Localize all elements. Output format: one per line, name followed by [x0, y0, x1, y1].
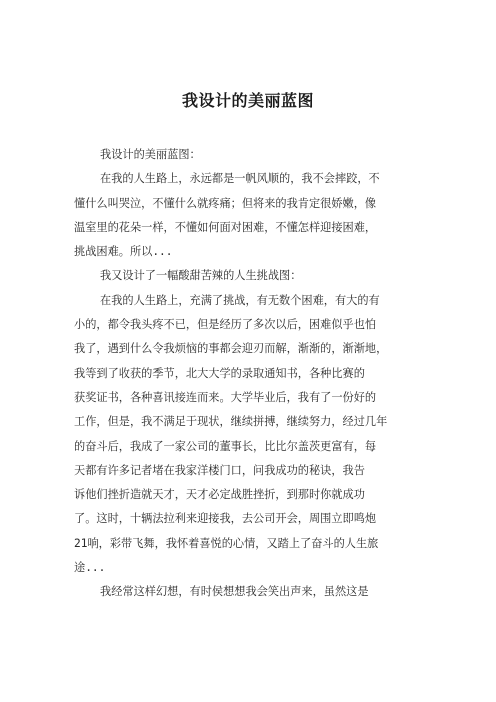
text-line: 我又设计了一幅酸甜苦辣的人生挑战图： [100, 269, 302, 283]
document-body [74, 143, 424, 605]
document-title: 我设计的美丽蓝图 [181, 91, 314, 110]
text-line: 温室里的花朵一样，不懂如何面对困难，不懂怎样迎接困难， [74, 220, 377, 234]
text-line: 了。这时，十辆法拉利来迎接我，去公司开会，周围立即鸣炮 [74, 512, 377, 526]
text-line: 我等到了收获的季节，北大大学的录取通知书，各种比赛的 [74, 366, 365, 380]
text-line: 21响，彩带飞舞，我怀着喜悦的心情，又踏上了奋斗的人生旅 [74, 536, 379, 550]
text-line: 小的，都令我头疼不已，但是经历了多次以后，困难似乎也怕 [74, 318, 377, 332]
text-line: 在我的人生路上，充满了挑战，有无数个困难，有大的有 [100, 293, 380, 307]
text-line: 诉他们挫折造就天才，天才必定战胜挫折，到那时你就成功 [74, 488, 365, 502]
text-line: 懂什么叫哭泣，不懂什么就疼痛；但将来的我肯定很娇嫩，像 [74, 196, 377, 210]
text-line: 天都有许多记者堵在我家洋楼门口，问我成功的秘诀，我告 [74, 463, 365, 477]
text-line: 我经常这样幻想，有时侯想想我会笑出声来，虽然这是 [100, 585, 369, 599]
text-line: 我设计的美丽蓝图： [100, 148, 201, 161]
text-line: 工作，但是，我不满足于现状，继续拼搏，继续努力，经过几年 [74, 415, 388, 429]
text-line: 途... [74, 561, 106, 575]
text-line: 获奖证书，各种喜讯接连而来。大学毕业后，我有了一份好的 [74, 390, 377, 404]
text-line: 我了，遇到什么令我烦恼的事都会迎刃而解，渐渐的，渐渐地， [74, 342, 388, 356]
text-line: 的奋斗后，我成了一家公司的董事长，比比尔盖茨更富有，每 [74, 439, 377, 453]
text-line: 挑战困难。所以... [74, 245, 173, 259]
text-line: 在我的人生路上，永远都是一帆风顺的，我不会摔跤，不 [100, 172, 380, 186]
